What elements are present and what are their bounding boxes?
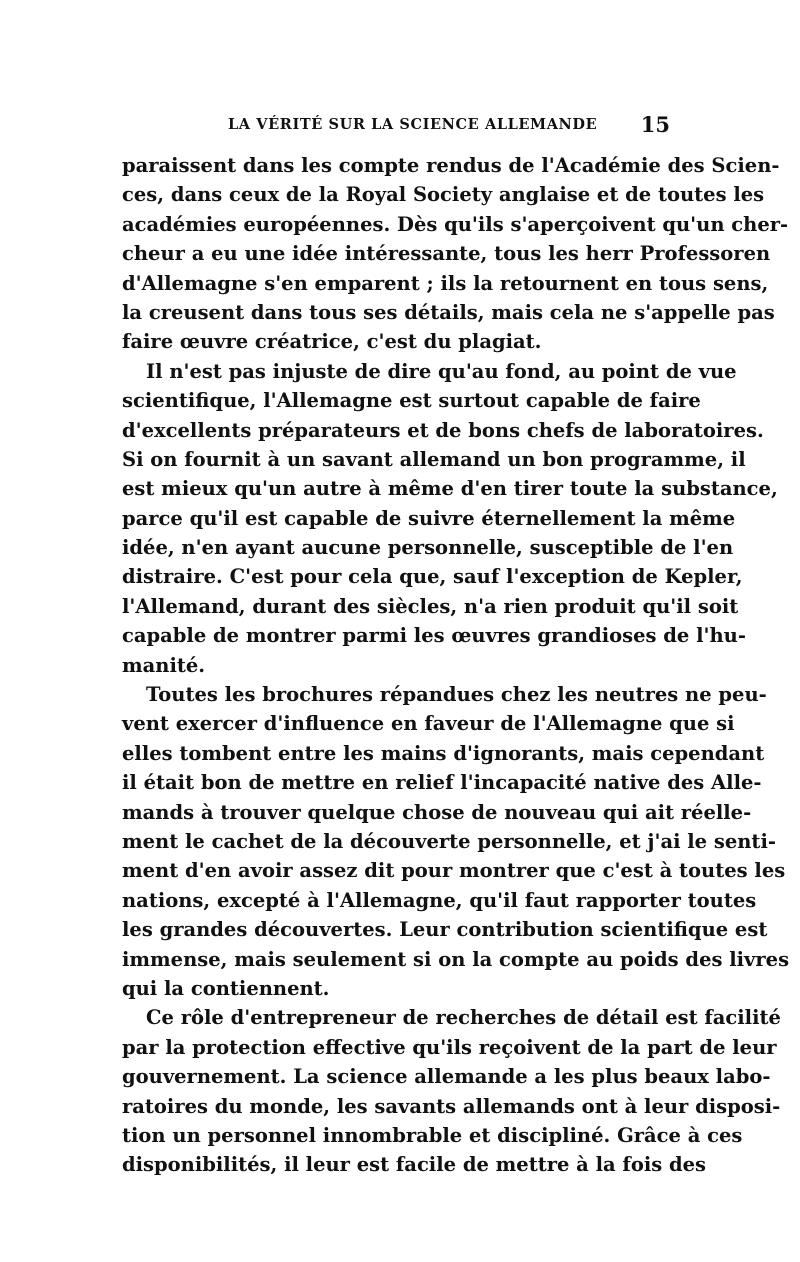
text-line: qui la contiennent. (122, 976, 330, 1000)
text-line: manité. (122, 653, 206, 677)
text-line: ces, dans ceux de la Royal Society anglaise et de toutes les (122, 183, 765, 207)
text-line: parce qu'il est capable de suivre éternellement la même (122, 506, 736, 530)
text-line: académies européennes. Dès qu'ils s'aperçoivent qu'un cher- (122, 212, 789, 236)
running-title: LA VÉRITÉ SUR LA SCIENCE ALLEMANDE (228, 116, 598, 133)
text-line: capable de montrer parmi les œuvres grandioses de l'hu- (122, 624, 746, 648)
body-text (122, 151, 790, 1180)
text-line: distraire. C'est pour cela que, sauf l'exception de Kepler, (122, 565, 743, 589)
text-line: elles tombent entre les mains d'ignorants, mais cependant (122, 741, 765, 765)
text-line: l'Allemand, durant des siècles, n'a rien produit qu'il soit (122, 594, 739, 618)
text-line: Toutes les brochures répandues chez les neutres ne peu- (146, 683, 767, 707)
text-line: nations, excepté à l'Allemagne, qu'il faut rapporter toutes (122, 888, 757, 912)
text-line: tion un personnel innombrable et discipliné. Grâce à ces (122, 1123, 743, 1147)
text-line: la creusent dans tous ses détails, mais cela ne s'appelle pas (122, 300, 775, 324)
text-line: mands à trouver quelque chose de nouveau qui ait réelle- (122, 800, 752, 824)
text-line: d'Allemagne s'en emparent ; ils la retournent en tous sens, (122, 271, 769, 295)
text-line: Ce rôle d'entrepreneur de recherches de détail est facilité (146, 1006, 781, 1030)
text-line: vent exercer d'influence en faveur de l'Allemagne que si (122, 712, 735, 736)
text-line: ment le cachet de la découverte personnelle, et j'ai le senti- (122, 829, 776, 853)
text-line: faire œuvre créatrice, c'est du plagiat. (122, 330, 542, 354)
text-line: Si on fournit à un savant allemand un bon programme, il (122, 447, 746, 471)
text-line: les grandes découvertes. Leur contribution scientifique est (122, 918, 768, 942)
text-line: ratoires du monde, les savants allemands ont à leur disposi- (122, 1094, 781, 1118)
text-line: idée, n'en ayant aucune personnelle, susceptible de l'en (122, 536, 734, 560)
text-line: par la protection effective qu'ils reçoivent de la part de leur (122, 1035, 777, 1059)
text-line: disponibilités, il leur est facile de mettre à la fois des (122, 1153, 707, 1177)
text-line: ment d'en avoir assez dit pour montrer que c'est à toutes les (122, 859, 786, 883)
text-line: paraissent dans les compte rendus de l'Académie des Scien- (122, 154, 780, 177)
page-header (122, 112, 670, 140)
text-line: d'excellents préparateurs et de bons chefs de laboratoires. (122, 418, 764, 442)
text-line: est mieux qu'un autre à même d'en tirer toute la substance, (122, 477, 778, 501)
text-line: gouvernement. La science allemande a les plus beaux labo- (122, 1065, 771, 1089)
text-line: Il n'est pas injuste de dire qu'au fond, au point de vue (146, 359, 737, 383)
text-line: il était bon de mettre en relief l'incapacité native des Alle- (122, 771, 762, 795)
text-line: immense, mais seulement si on la compte au poids des livres (122, 947, 790, 971)
text-line: cheur a eu une idée intéressante, tous les herr Professoren (122, 242, 771, 266)
page-number: 15 (640, 112, 670, 137)
text-line: scientifique, l'Allemagne est surtout capable de faire (122, 389, 701, 413)
